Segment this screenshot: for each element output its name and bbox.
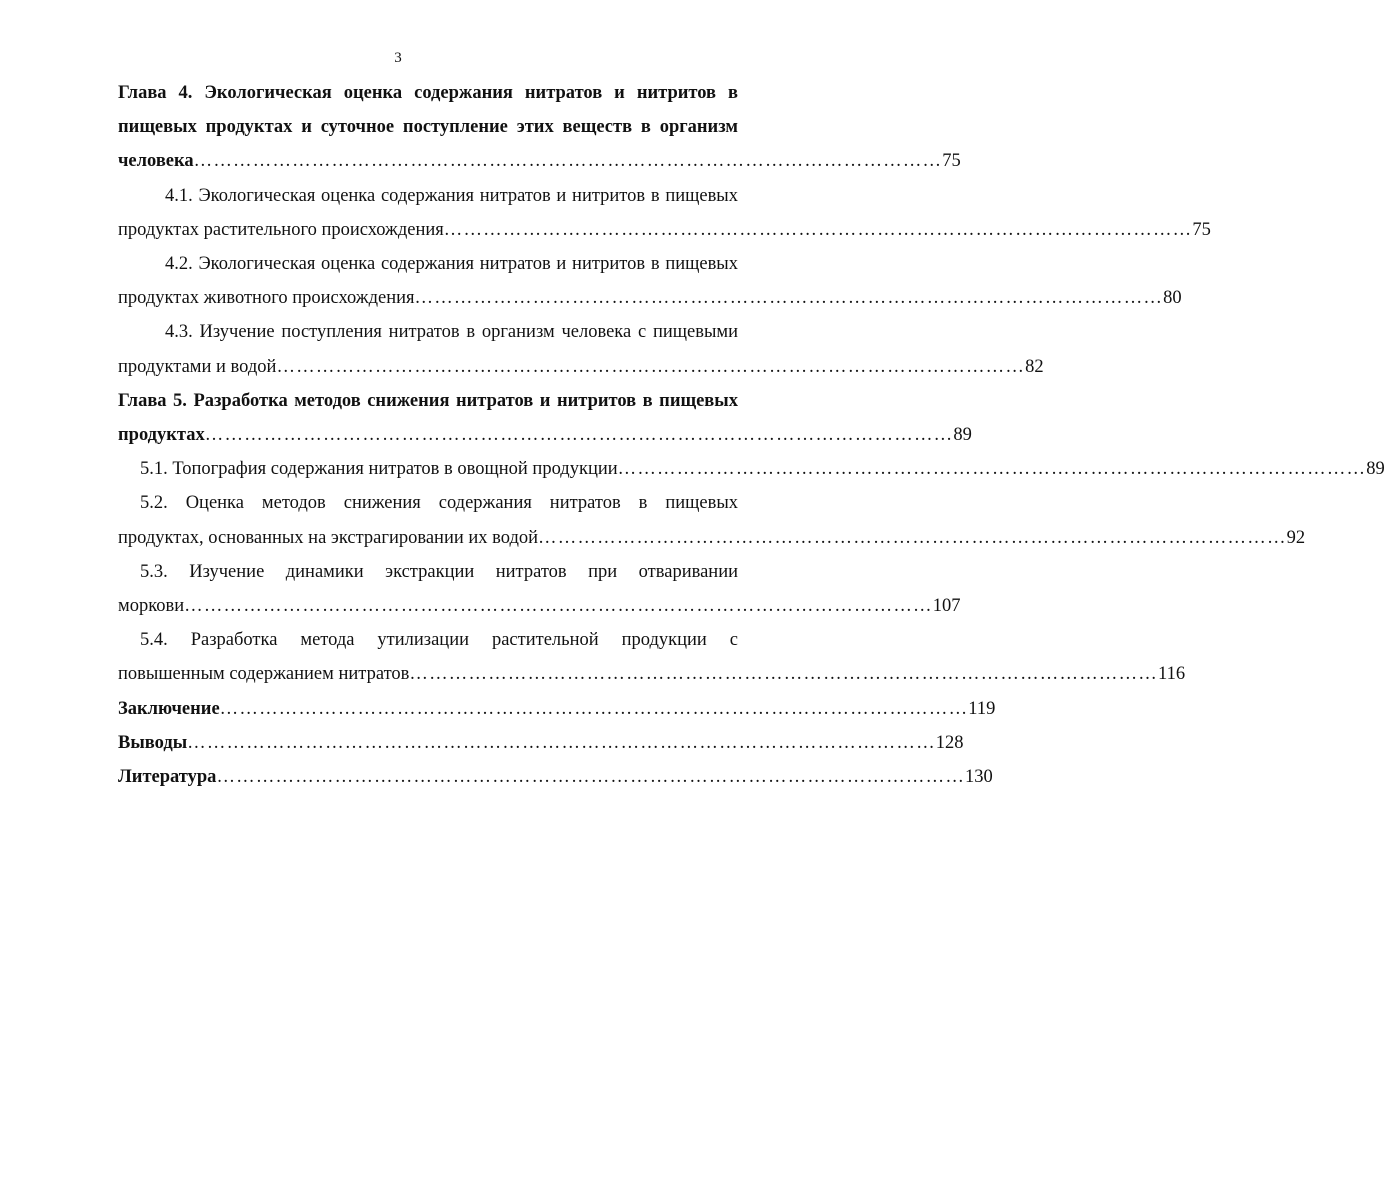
toc-chapter-4-page: 75	[942, 151, 961, 172]
leader-dots: ……………………………………………………………………………………………………	[193, 151, 943, 172]
toc-conclusion-entry	[118, 692, 996, 726]
toc-chapter-4-entry	[118, 144, 961, 178]
leader-dots: ……………………………………………………………………………………………………	[219, 698, 969, 719]
toc-section-4-1-page: 75	[1192, 219, 1211, 240]
toc-section-4-2-entry	[118, 281, 1182, 315]
toc-conclusion-page: 119	[968, 698, 996, 719]
toc-section-5-2-entry	[118, 521, 1306, 555]
toc-section-4-2-page: 80	[1163, 288, 1182, 309]
leader-dots: ……………………………………………………………………………………………………	[414, 288, 1164, 309]
leader-dots: ……………………………………………………………………………………………………	[187, 732, 936, 753]
toc-findings-entry	[118, 726, 964, 760]
toc-section-4-3-line-1: 4.3. Изучение поступления нитратов в организм человека с пищевыми	[165, 322, 738, 343]
toc-findings-title: Выводы	[118, 732, 188, 753]
toc-section-5-3-line-1: 5.3. Изучение динамики экстракции нитратов при отваривании	[140, 561, 738, 582]
toc-section-5-1-entry	[118, 452, 1385, 486]
toc-conclusion-title: Заключение	[118, 698, 220, 719]
toc-section-4-2-line-1: 4.2. Экологическая оценка содержания нитратов и нитритов в пищевых	[165, 254, 738, 275]
leader-dots: ……………………………………………………………………………………………………	[409, 664, 1159, 685]
toc-section-5-4-page: 116	[1158, 664, 1186, 685]
toc-section-5-4-entry	[118, 657, 1186, 691]
toc-chapter-5-entry	[118, 418, 972, 452]
toc-literature-entry	[118, 760, 993, 794]
leader-dots: ……………………………………………………………………………………………………	[216, 767, 966, 788]
leader-dots: ……………………………………………………………………………………………………	[204, 425, 954, 446]
leader-dots: ……………………………………………………………………………………………………	[443, 219, 1193, 240]
page-number: 3	[394, 50, 402, 66]
toc-section-5-4-line-1: 5.4. Разработка метода утилизации растительной продукции с	[140, 630, 738, 651]
toc-section-4-3-entry	[118, 350, 1044, 384]
table-of-contents	[118, 76, 1385, 794]
leader-dots: ……………………………………………………………………………………………………	[538, 527, 1287, 548]
toc-section-5-2-page: 92	[1286, 527, 1306, 548]
toc-chapter-4-line-1: Глава 4. Экологическая оценка содержания нитратов и нитритов в	[118, 83, 738, 103]
toc-section-4-3-page: 82	[1025, 356, 1044, 377]
toc-section-5-3-title-end: моркови	[118, 596, 185, 617]
toc-findings-page: 128	[935, 732, 964, 753]
toc-literature-title: Литература	[118, 767, 217, 788]
toc-chapter-4-title-end: человека	[118, 151, 194, 172]
toc-section-5-1-title: 5.1. Топография содержания нитратов в овощной продукции	[140, 459, 618, 480]
toc-section-4-1-line-1: 4.1. Экологическая оценка содержания нитратов и нитритов в пищевых	[165, 185, 738, 206]
toc-section-4-3-title-end: продуктами и водой	[118, 356, 277, 377]
toc-chapter-5-line-1: Глава 5. Разработка методов снижения нитратов и нитритов в пищевых	[118, 390, 738, 411]
toc-section-5-2-line-1: 5.2. Оценка методов снижения содержания нитратов в пищевых	[140, 493, 738, 514]
toc-section-5-4-title-end: повышенным содержанием нитратов	[118, 664, 410, 685]
toc-section-4-2-title-end: продуктах животного происхождения	[118, 288, 415, 309]
toc-chapter-5-page: 89	[953, 425, 972, 446]
toc-section-5-2-title-end: продуктах, основанных на экстрагировании их водой	[118, 527, 539, 548]
toc-chapter-5-title-end: продуктах	[118, 425, 205, 446]
leader-dots: ……………………………………………………………………………………………………	[184, 596, 933, 617]
toc-section-4-1-entry	[118, 213, 1211, 247]
toc-section-5-3-page: 107	[932, 596, 961, 617]
toc-section-4-1-title-end: продуктах растительного происхождения	[118, 219, 444, 240]
leader-dots: ……………………………………………………………………………………………………	[617, 459, 1367, 480]
toc-literature-page: 130	[965, 767, 993, 788]
leader-dots: ……………………………………………………………………………………………………	[276, 356, 1026, 377]
toc-chapter-4-line-2: пищевых продуктах и суточное поступление этих веществ в организм	[118, 117, 738, 138]
toc-section-5-1-page: 89	[1366, 459, 1385, 480]
toc-section-5-3-entry	[118, 589, 961, 623]
